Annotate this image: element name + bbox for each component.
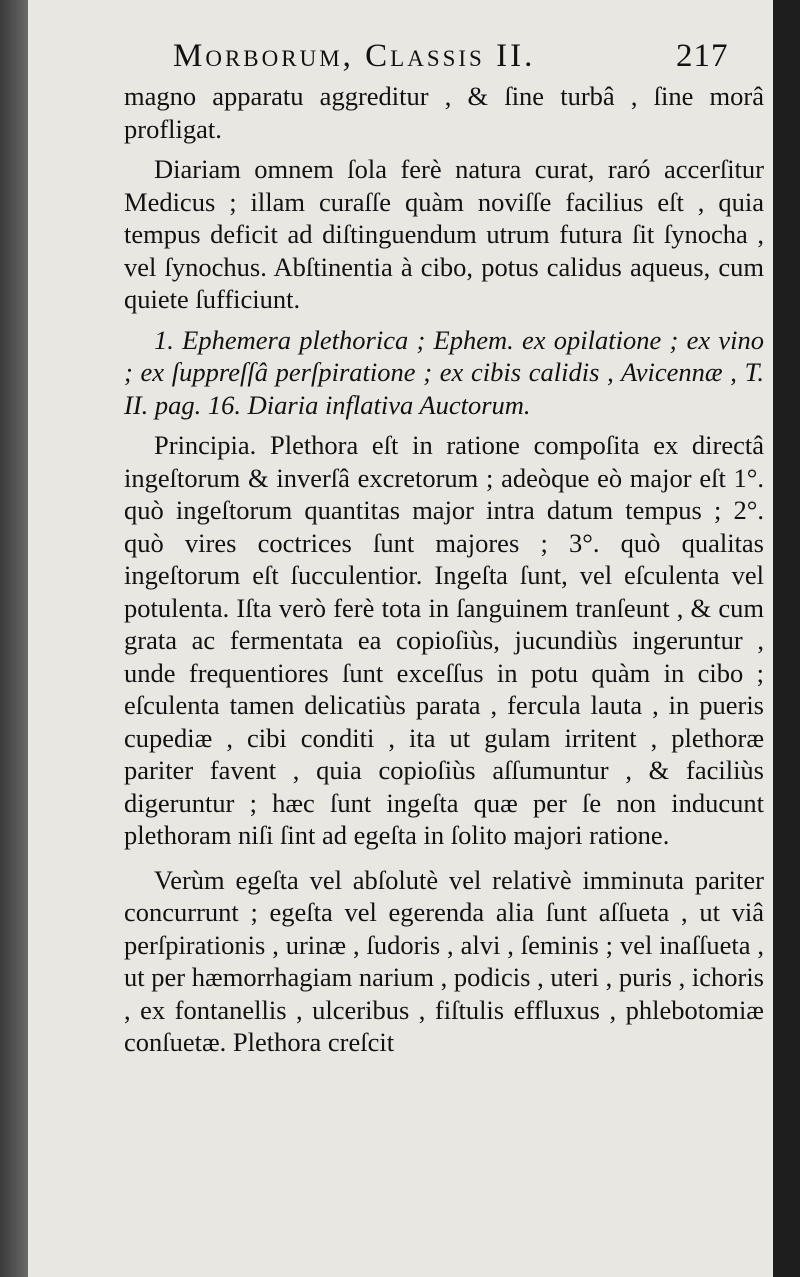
paragraph-diaria: Diariam omnem ſola ferè natura curat, raró accerſitur Medicus ; illam curaſſe quàm noviſſe facilius eſt , quia tempus deficit ad diſtinguendum utrum futura ſit ſynocha , vel ſynochus. Abſtinentia à cibo, potus calidus aqueus, cum quiete ſufficiunt. — [124, 154, 764, 314]
book-page — [28, 0, 773, 1277]
page-edge-right — [773, 0, 800, 1277]
running-header: Morborum, Classis II. — [173, 38, 536, 74]
paragraph-principia: Principia. Plethora eſt in ratione compoſita ex directâ ingeſtorum & inverſâ excretorum ; adeòque eò major eſt 1°. quò ingeſtorum quantitas major intra datum tempus ; 2°. quò vires coctrices ſunt majores ; 3°. quò qualitas ingeſtorum eſt ſucculentior. Ingeſta ſunt, vel eſculenta vel potulenta. Iſta verò ferè tota in ſanguinem tranſeunt , & cum grata ac fermentata ea copioſiùs, jucundiùs ingeruntur , unde frequentiores ſunt exceſſus in potu quàm in cibo ; eſculenta tamen delicatiùs parata , fercula lauta , in pueris cupediæ , cibi conditi , ita ut gulam irritent , plethoræ pariter favent , quia copioſiùs aſſumuntur , & faciliùs digeruntur ; hæc ſunt ingeſta quæ per ſe non inducunt plethoram niſi ſint ad egeſta in ſolito majori ratione. — [124, 430, 764, 850]
paragraph-verum: Verùm egeſta vel abſolutè vel relativè imminuta pariter concurrunt ; egeſta vel egerenda alia ſunt aſſueta , ut viâ perſpirationis , urinæ , ſudoris , alvi , ſeminis ; vel inaſſueta , ut per hæmorrhagiam narium , podicis , uteri , puris , ichoris , ex fontanellis , ulceribus , fiſtulis effluxus , phlebotomiæ conſuetæ. Plethora creſcit — [124, 864, 764, 1057]
body-text — [124, 80, 764, 1059]
page-shadow-left — [0, 0, 28, 1277]
paragraph-ephemera: 1. Ephemera plethorica ; Ephem. ex opilatione ; ex vino ; ex ſuppreſſâ perſpiratione ; ex cibis calidis , Avicennæ , T. II. pag. 16. Diaria inflativa Auctorum. — [124, 324, 764, 420]
page-number: 217 — [676, 38, 729, 74]
paragraph-continuation: magno apparatu aggreditur , & ſine turbâ , ſine morâ profligat. — [124, 81, 764, 144]
